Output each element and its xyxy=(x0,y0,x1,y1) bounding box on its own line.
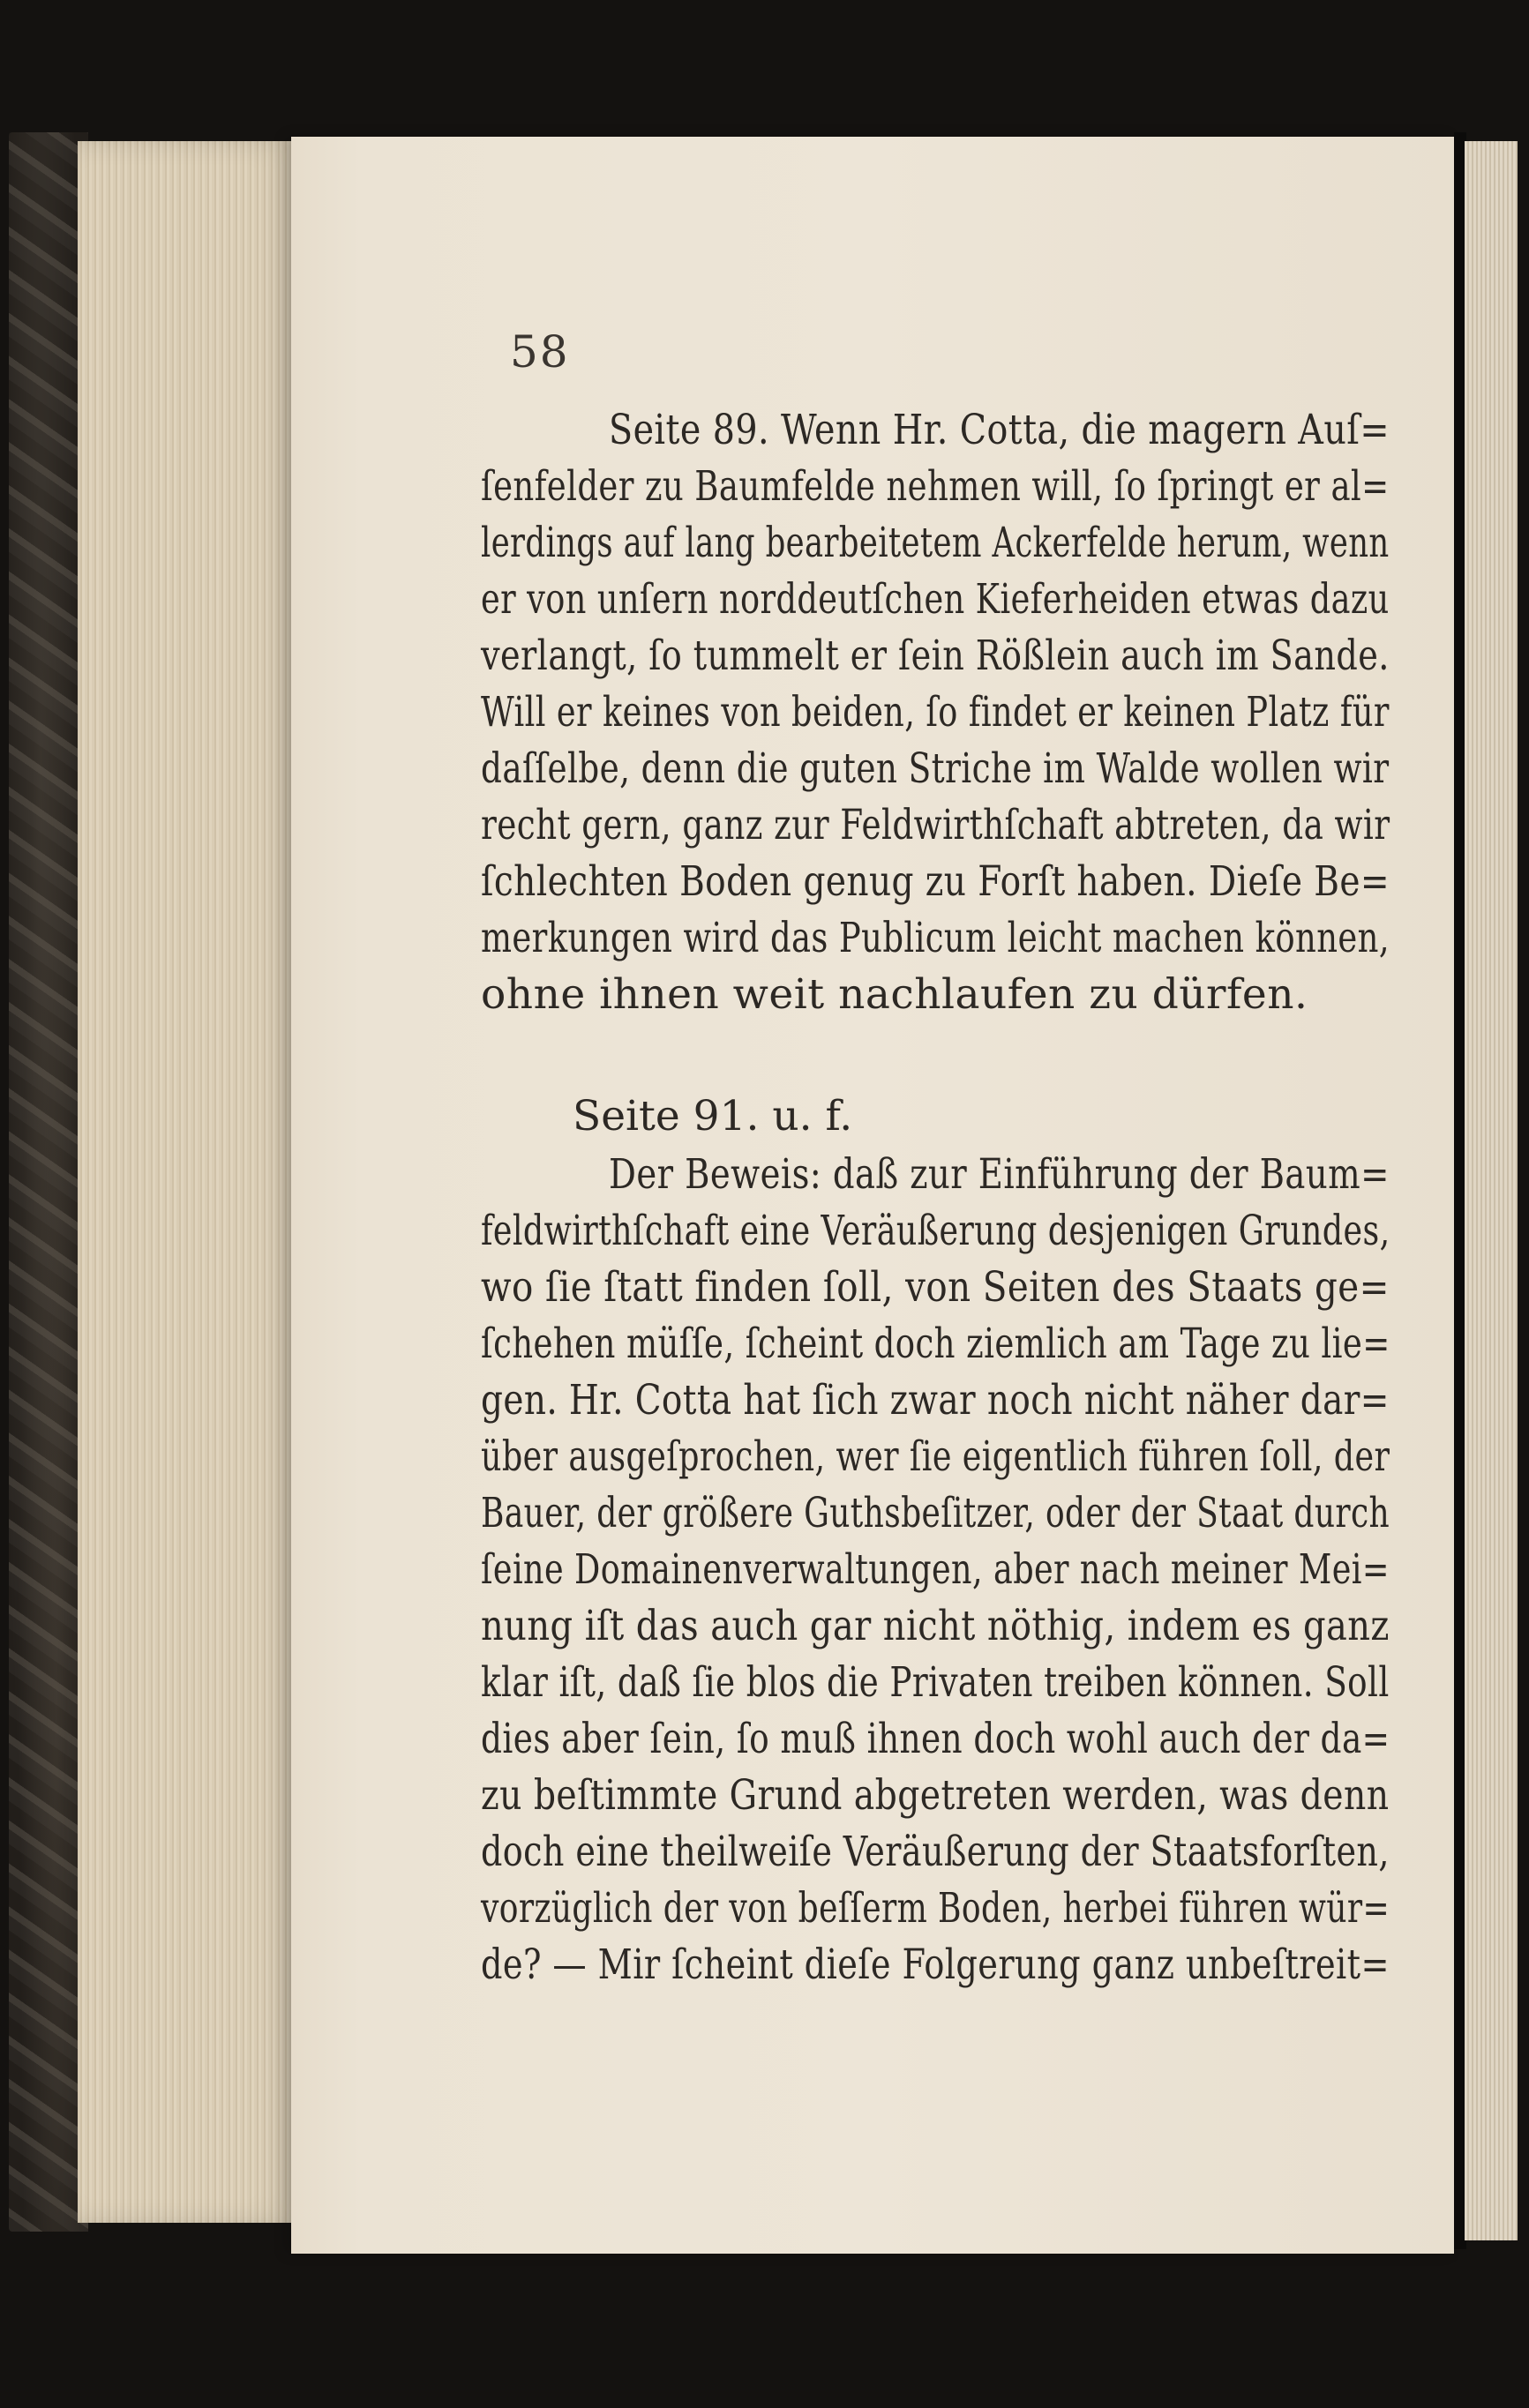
text-line: daſſelbe, denn die guten Striche im Walde wollen wir xyxy=(481,744,1390,793)
page-number: 58 xyxy=(510,326,570,378)
text-line: doch eine theilweiſe Veräußerung der Staatsforſten, xyxy=(481,1828,1390,1876)
text-line: ſchlechten Boden genug zu Forſt haben. Dieſe Be= xyxy=(481,857,1390,906)
text-line: de? — Mir ſcheint dieſe Folgerung ganz unbeſtreit= xyxy=(481,1941,1390,1989)
text-line: er von unſern norddeutſchen Kieferheiden etwas dazu xyxy=(481,575,1390,624)
text-line: ſeine Domainenverwaltungen, aber nach meiner Mei= xyxy=(481,1545,1390,1594)
text-line: nung iſt das auch gar nicht nöthig, indem es ganz xyxy=(481,1602,1390,1650)
marbled-cover xyxy=(9,132,88,2232)
text-line: zu beſtimmte Grund abgetreten werden, was denn xyxy=(481,1771,1390,1820)
text-line: merkungen wird das Publicum leicht machen können, xyxy=(481,914,1390,962)
text-line: ohne ihnen weit nachlaufen zu dürfen. xyxy=(481,970,1308,1019)
text-line: vorzüglich der von beſſerm Boden, herbei führen wür= xyxy=(481,1884,1390,1933)
text-line: Der Beweis: daß zur Einführung der Baum= xyxy=(609,1150,1390,1199)
text-line: recht gern, ganz zur Feldwirthſchaft abtreten, da wir xyxy=(481,801,1390,849)
page-stack-right xyxy=(1465,141,1518,2240)
text-line: wo ſie ſtatt finden ſoll, von Seiten des Staats ge= xyxy=(481,1263,1390,1312)
text-line: lerdings auf lang bearbeitetem Ackerfelde herum, wenn xyxy=(481,519,1390,567)
text-line: klar iſt, daß ſie blos die Privaten treiben können. Soll xyxy=(481,1658,1390,1707)
text-line: Bauer, der größere Guthsbeſitzer, oder der Staat durch xyxy=(481,1489,1390,1537)
text-line: verlangt, ſo tummelt er ſein Rößlein auch im Sande. xyxy=(481,632,1390,680)
page-stack-left xyxy=(78,141,298,2223)
text-line: ſchehen müſſe, ſcheint doch ziemlich am Tage zu lie= xyxy=(481,1320,1390,1368)
text-line: Will er keines von beiden, ſo findet er keinen Platz für xyxy=(481,688,1390,737)
section-heading: Seite 91. u. f. xyxy=(573,1092,853,1140)
text-line: Seite 89. Wenn Hr. Cotta, die magern Auſ= xyxy=(609,406,1390,454)
text-line: dies aber ſein, ſo muß ihnen doch wohl auch der da= xyxy=(481,1715,1390,1763)
text-line: ſenfelder zu Baumfelde nehmen will, ſo ſpringt er al= xyxy=(481,462,1390,511)
text-line: über ausgeſprochen, wer ſie eigentlich führen ſoll, der xyxy=(481,1432,1390,1481)
text-line: gen. Hr. Cotta hat ſich zwar noch nicht näher dar= xyxy=(481,1376,1390,1425)
text-line: feldwirthſchaft eine Veräußerung desjenigen Grundes, xyxy=(481,1207,1390,1255)
